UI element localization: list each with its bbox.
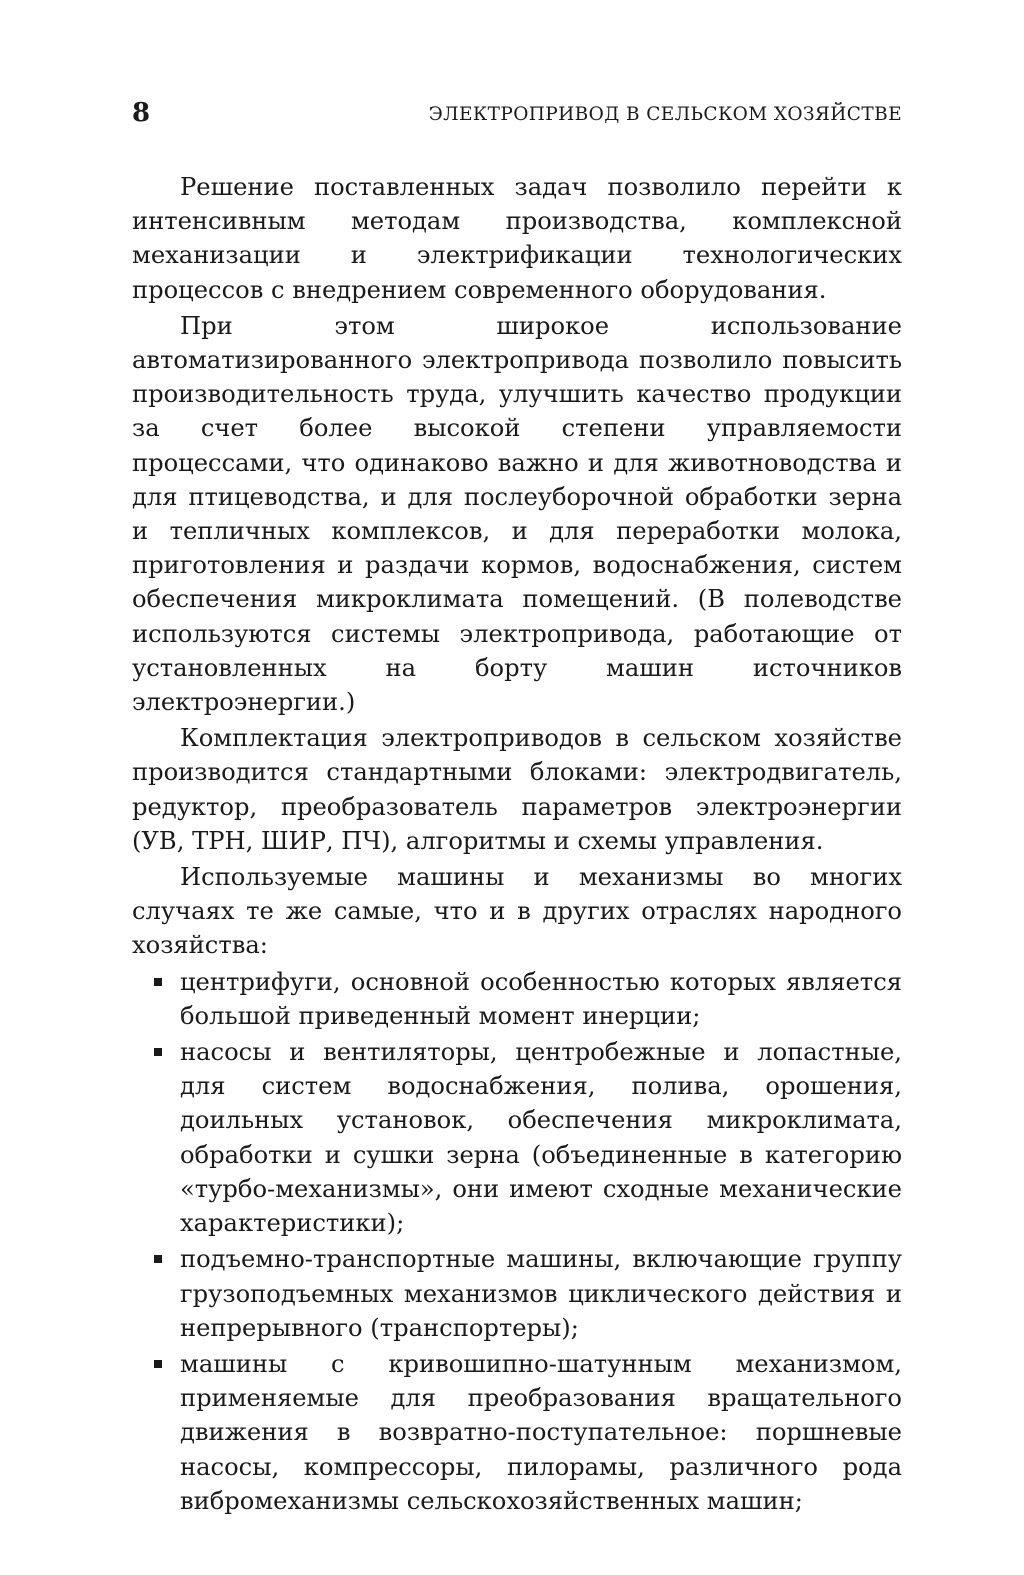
paragraph-machines-intro: Используемые машины и механизмы во многих случаях те же самые, что и в других отраслях народного хозяйства: — [132, 863, 902, 960]
machine-types-list — [132, 965, 902, 1518]
running-head — [132, 98, 902, 132]
list-item-lifting-transport — [132, 1242, 902, 1345]
bullet-square-icon — [154, 1048, 162, 1056]
list-item-text: центрифуги, основной особенностью которых является большой приведенный момент инерции; — [180, 967, 902, 1030]
paragraph-drive-components: Комплектация электроприводов в сельском хозяйстве производится стандартными блоками: электродвигатель, редуктор, преобразователь параметров электроэнергии (УВ, ТРН, ШИР, ПЧ), алгоритмы и схемы управления. — [132, 724, 902, 855]
running-title: ЭЛЕКТРОПРИВОД В СЕЛЬСКОМ ХОЗЯЙСТВЕ — [428, 104, 902, 125]
page-number: 8 — [132, 98, 151, 128]
body-text — [132, 170, 902, 1520]
list-item-pumps-fans — [132, 1035, 902, 1240]
bullet-square-icon — [154, 1255, 162, 1263]
bullet-square-icon — [154, 1360, 162, 1368]
paragraph-tasks-solution: Решение поставленных задач позволило перейти к интенсивным методам производства, комплексной механизации и электрификации технологических процессов с внедрением современного оборудования. — [132, 173, 902, 304]
bullet-square-icon — [154, 978, 162, 986]
list-item-text: подъемно-транспортные машины, включающие группу грузоподъемных механизмов циклического действия и непрерывного (транспортеры); — [180, 1245, 902, 1342]
paragraph-automated-drive: При этом широкое использование автоматизированного электропривода позволило повысить производительность труда, улучшить качество продукции за счет более высокой степени управляемости процессами, что одинаково важно и для животноводства и для птицеводства, и для послеуборочной обработки зерна и тепличных комплексов, и для переработки молока, приготовления и раздачи кормов, водоснабжения, систем обеспечения микроклимата помещений. (В полеводстве используются системы электропривода, работающие от установленных на борту машин источников электроэнергии.) — [132, 311, 902, 717]
list-item-text: насосы и вентиляторы, центробежные и лопастные, для систем водоснабжения, полива, орошения, доильных установок, обеспечения микроклимата, обработки и сушки зерна (объединенные в категорию «турбо-механизмы», они имеют сходные механические характеристики); — [180, 1038, 902, 1238]
list-item-centrifuges — [132, 965, 902, 1033]
list-item-crank-mechanisms — [132, 1347, 902, 1518]
list-item-text: машины с кривошипно-шатунным механизмом, применяемые для преобразования вращательного движения в возвратно-поступательное: поршневые насосы, компрессоры, пилорамы, различного рода вибромеханизмы сельскохозяйственных машин; — [180, 1349, 902, 1515]
